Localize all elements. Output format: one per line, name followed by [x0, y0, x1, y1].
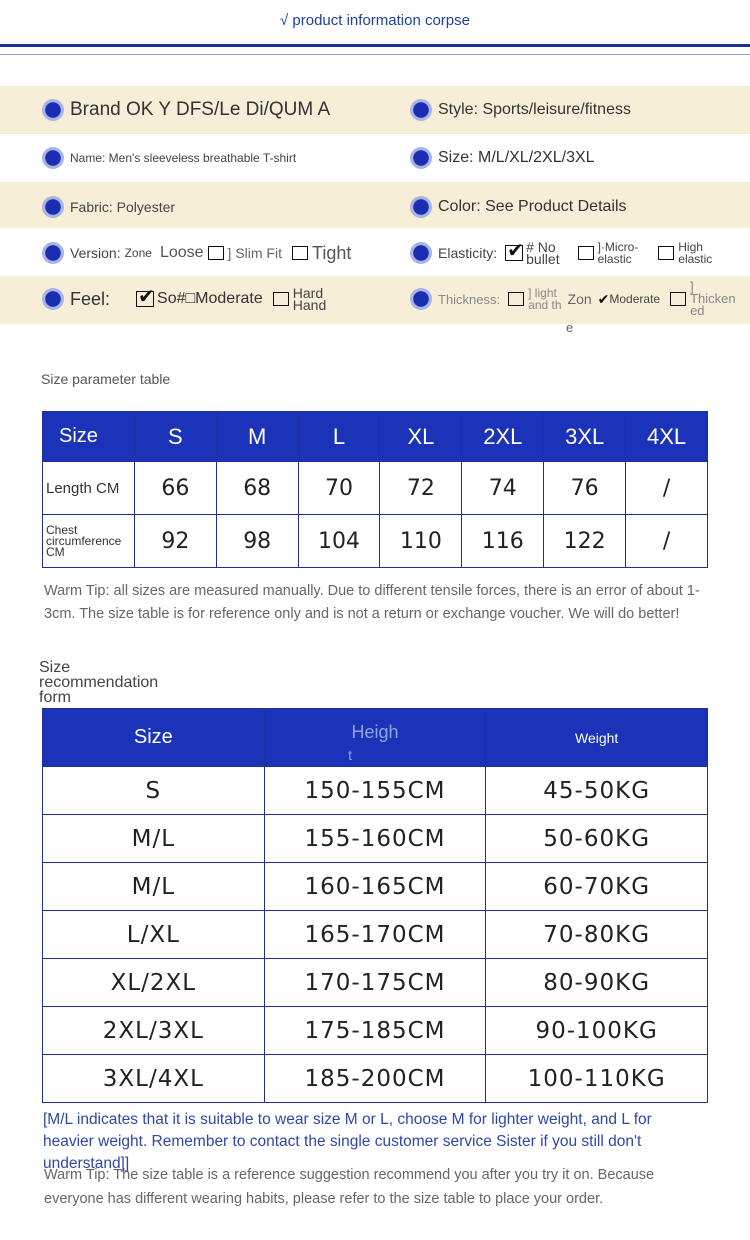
- table-cell: L/XL: [43, 911, 265, 959]
- size-table-header: [43, 412, 708, 462]
- fabric-text: Fabric: Polyester: [70, 199, 176, 215]
- table-cell: 150-155CM: [264, 767, 486, 815]
- brand-text: Brand OK Y DFS/Le Di/QUM A: [70, 99, 331, 120]
- brand-field: [42, 97, 330, 123]
- table-cell: 116: [462, 515, 544, 568]
- elasticity-micro: [598, 241, 639, 265]
- row-label-line1: Chest: [46, 522, 78, 537]
- size-header: XL: [380, 412, 462, 462]
- size-note: [M/L indicates that it is suitable to wear size M or L, choose M for lighter weight, and L for heavier weight. Remember to contact the single customer service Sister if you still don't understand]]: [43, 1111, 652, 1172]
- recommend-table-header: [43, 709, 708, 767]
- size-field: [410, 145, 595, 171]
- checkbox-icon: [208, 246, 224, 260]
- bullet-icon: [410, 196, 432, 218]
- feel-hard-line2: Hand: [292, 297, 327, 313]
- table-cell: 68: [216, 462, 298, 515]
- checkbox-icon: [273, 292, 289, 306]
- table-cell: 76: [544, 462, 626, 515]
- recommend-label: [39, 660, 158, 705]
- size-header: 2XL: [462, 412, 544, 462]
- table-row: [43, 959, 708, 1007]
- feel-label: Feel:: [70, 288, 111, 309]
- version-loose: Loose: [159, 244, 204, 261]
- style-text: Style: Sports/leisure/fitness: [438, 101, 631, 118]
- feel-hard: [293, 287, 326, 311]
- size-table-label: Size parameter table: [41, 371, 171, 387]
- version-label: Version:: [70, 245, 121, 261]
- elasticity-high-line1: High: [678, 240, 703, 254]
- version-slim: ] Slim Fit: [227, 245, 282, 261]
- table-row: [43, 767, 708, 815]
- thickness-zone-e: e: [566, 319, 574, 335]
- elasticity-no: [526, 241, 559, 265]
- size-header: Size: [43, 412, 135, 462]
- thickness-field: [410, 279, 736, 318]
- feel-field: [42, 285, 326, 313]
- thickness-light-line2: and th: [528, 298, 562, 312]
- checked-mark-icon: ✔: [597, 290, 610, 307]
- elasticity-micro-line2: elastic: [597, 252, 632, 266]
- bullet-icon: [42, 196, 64, 218]
- recommend-label-line2: recommendation: [39, 674, 159, 691]
- table-row: [43, 815, 708, 863]
- table-cell: 92: [134, 515, 216, 568]
- height-header-line2: t: [348, 747, 352, 763]
- table-cell: 98: [216, 515, 298, 568]
- thickness-light: [528, 287, 561, 311]
- checkbox-icon: [670, 292, 686, 306]
- table-cell: 155-160CM: [264, 815, 486, 863]
- bullet-icon: [42, 99, 64, 121]
- bullet-icon: [410, 288, 432, 310]
- size-header: S: [134, 412, 216, 462]
- size-header: M: [216, 412, 298, 462]
- weight-header: Weight: [486, 709, 708, 767]
- recommend-label-line3: form: [39, 689, 71, 706]
- thickness-thick-line2: Thicken: [690, 291, 736, 306]
- feel-options: So#□Moderate: [157, 290, 263, 307]
- table-cell: 2XL/3XL: [43, 1007, 265, 1055]
- recommend-label-line1: Size: [39, 659, 71, 676]
- table-cell: 50-60KG: [486, 815, 708, 863]
- style-field: [410, 97, 631, 123]
- color-field: [410, 194, 627, 220]
- size-text: Size: M/L/XL/2XL/3XL: [438, 149, 595, 166]
- bullet-icon: [410, 99, 432, 121]
- bullet-icon: [42, 147, 64, 169]
- version-tight: Tight: [312, 242, 352, 263]
- table-cell: 45-50KG: [486, 767, 708, 815]
- table-cell: 74: [462, 462, 544, 515]
- fabric-field: [42, 194, 175, 220]
- table-cell: 72: [380, 462, 462, 515]
- table-cell: /: [626, 515, 708, 568]
- thickness-zone: Zon: [567, 291, 592, 307]
- thickness-moderate: Moderate: [609, 291, 661, 306]
- table-cell: 100-110KG: [486, 1055, 708, 1103]
- table-cell: M/L: [43, 815, 265, 863]
- recommend-tip: Warm Tip: The size table is a reference suggestion recommend you after you try it on. Because everyone has different wearing habits, please refer to the size table to place your order.: [44, 1167, 655, 1207]
- header-rule-thin: [0, 54, 750, 55]
- table-cell: S: [43, 767, 265, 815]
- row-label: Length CM: [43, 462, 135, 515]
- thickness-label: Thickness:: [438, 291, 501, 307]
- thickness-thick-line1: ]: [690, 279, 694, 294]
- table-cell: 70-80KG: [486, 911, 708, 959]
- elasticity-no-line2: bullet: [526, 251, 560, 267]
- size-header: L: [298, 412, 380, 462]
- checkbox-icon: [578, 246, 594, 260]
- size-header: Size: [43, 709, 265, 767]
- checked-box-icon: [505, 245, 523, 261]
- thickness-light-line1: ] light: [528, 286, 557, 300]
- version-field: [42, 240, 351, 266]
- elasticity-field: [410, 238, 712, 268]
- version-zone: Zone: [124, 246, 152, 260]
- table-row: [43, 911, 708, 959]
- thickness-thickened: [690, 281, 736, 317]
- elasticity-no-line1: # No: [526, 239, 556, 255]
- table-cell: 160-165CM: [264, 863, 486, 911]
- thickness-thick-line3: ed: [690, 303, 705, 318]
- height-header-line1: Heigh: [351, 722, 399, 742]
- page-title: √ product information corpse: [280, 12, 470, 29]
- row-label-line3: CM: [46, 544, 65, 559]
- feel-hard-line1: Hard: [292, 285, 324, 301]
- size-table-tip: Warm Tip: all sizes are measured manually. Due to different tensile forces, there is an error of about 1-3cm. The size table is for reference only and is not a return or exchange voucher. We will do better!: [44, 583, 700, 622]
- table-cell: 66: [134, 462, 216, 515]
- table-row: [43, 462, 708, 515]
- table-cell: 60-70KG: [486, 863, 708, 911]
- checked-box-icon: [136, 291, 154, 307]
- name-field: [42, 145, 296, 171]
- table-cell: 165-170CM: [264, 911, 486, 959]
- color-text: Color: See Product Details: [438, 198, 627, 215]
- checkbox-icon: [292, 246, 308, 260]
- table-cell: 90-100KG: [486, 1007, 708, 1055]
- bullet-icon: [410, 242, 432, 264]
- table-cell: 175-185CM: [264, 1007, 486, 1055]
- table-cell: 104: [298, 515, 380, 568]
- elasticity-micro-line1: ]·Micro-: [597, 240, 639, 254]
- name-text: Name: Men's sleeveless breathable T-shirt: [70, 151, 297, 165]
- table-cell: 122: [544, 515, 626, 568]
- table-cell: 80-90KG: [486, 959, 708, 1007]
- bullet-icon: [42, 288, 64, 310]
- table-row: [43, 1007, 708, 1055]
- row-label: [43, 515, 135, 568]
- bullet-icon: [42, 242, 64, 264]
- table-cell: XL/2XL: [43, 959, 265, 1007]
- height-header: [264, 709, 486, 767]
- table-cell: 110: [380, 515, 462, 568]
- header-rule: [0, 44, 750, 47]
- table-row: [43, 863, 708, 911]
- table-cell: 3XL/4XL: [43, 1055, 265, 1103]
- size-header: 3XL: [544, 412, 626, 462]
- checkbox-icon: [658, 246, 674, 260]
- elasticity-high: [678, 241, 712, 265]
- page-header: [0, 0, 750, 80]
- table-row: [43, 515, 708, 568]
- elasticity-high-line2: elastic: [678, 252, 713, 266]
- size-header: 4XL: [626, 412, 708, 462]
- row-label-line2: circumference: [46, 533, 122, 548]
- table-cell: /: [626, 462, 708, 515]
- table-cell: 170-175CM: [264, 959, 486, 1007]
- size-parameter-table: [42, 411, 708, 568]
- table-cell: M/L: [43, 863, 265, 911]
- size-recommendation-table: [42, 708, 708, 1103]
- elasticity-label: Elasticity:: [438, 245, 498, 261]
- table-cell: 70: [298, 462, 380, 515]
- table-cell: 185-200CM: [264, 1055, 486, 1103]
- table-row: [43, 1055, 708, 1103]
- bullet-icon: [410, 147, 432, 169]
- checkbox-icon: [508, 292, 524, 306]
